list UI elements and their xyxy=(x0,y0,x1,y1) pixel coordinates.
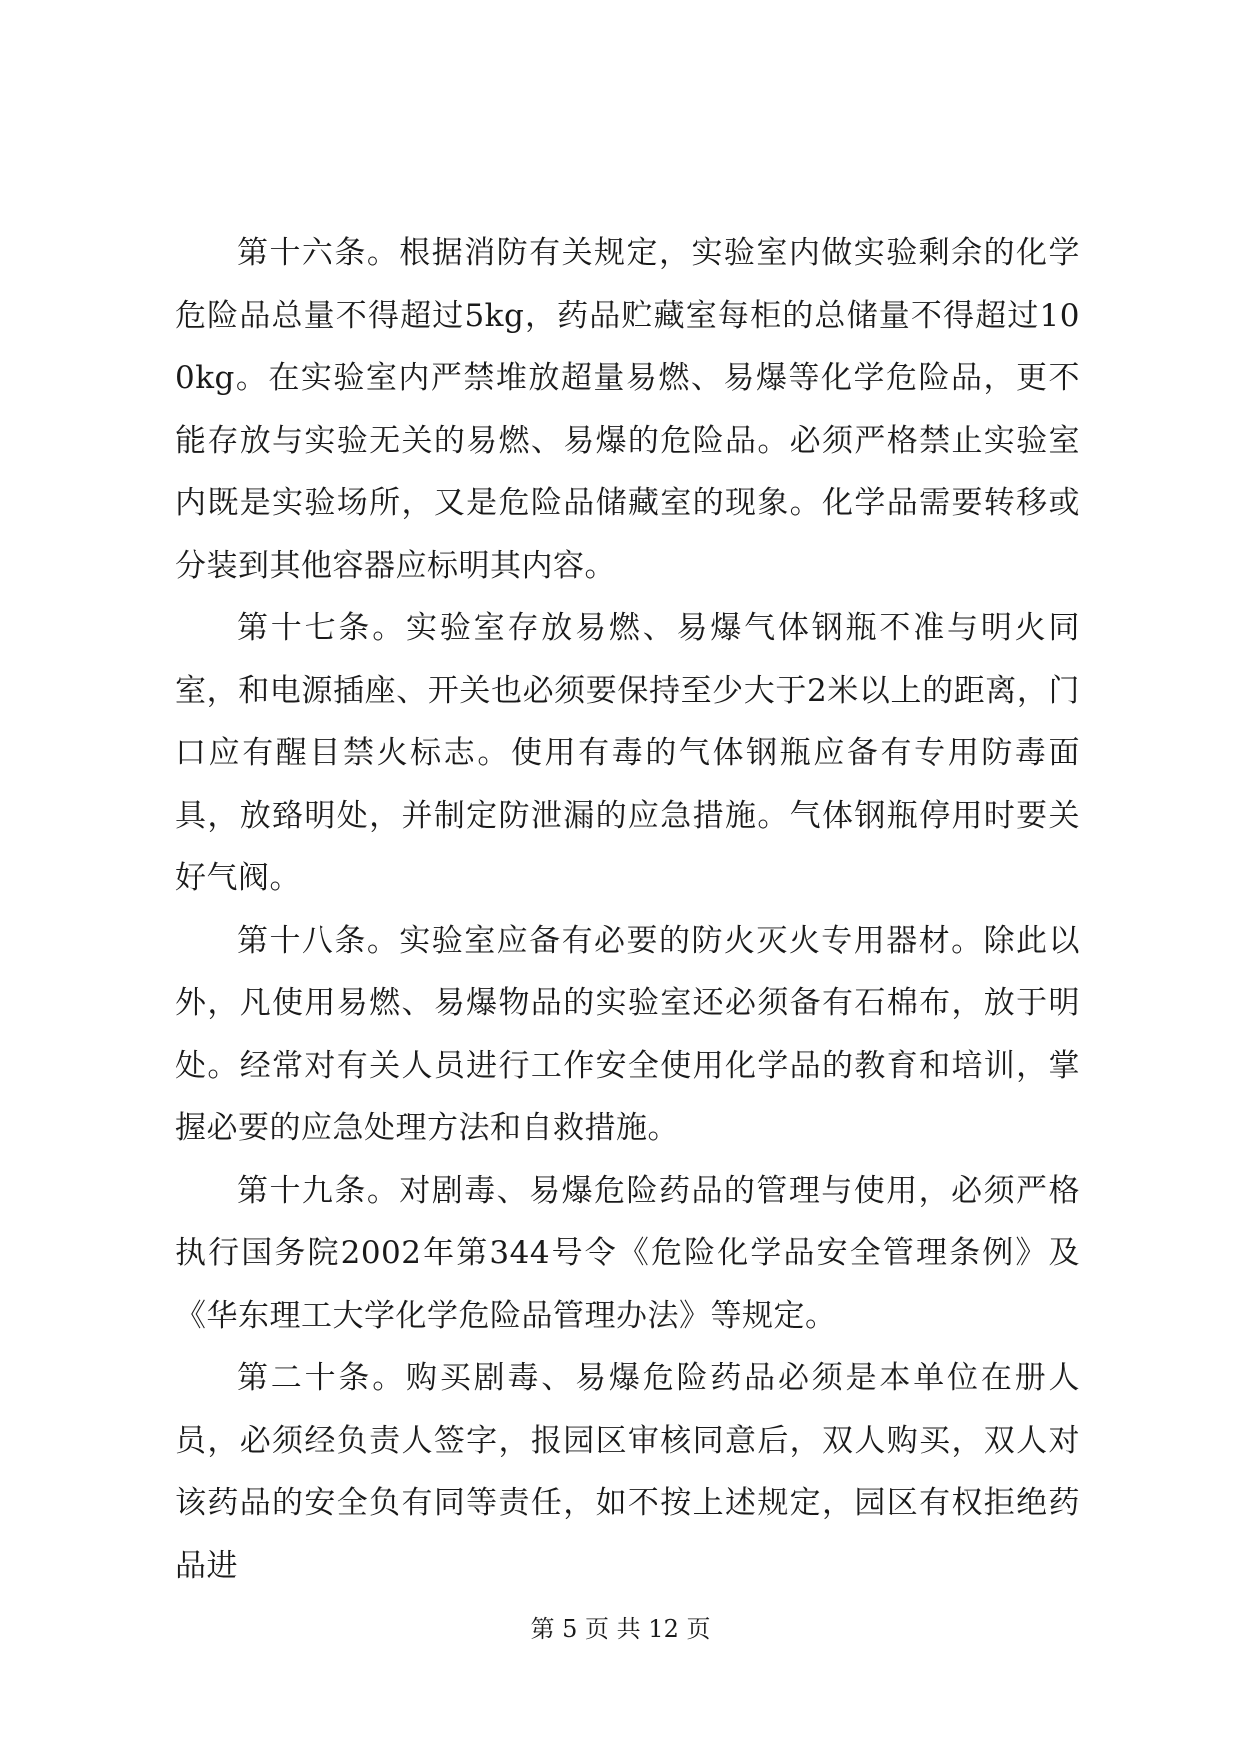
document-body xyxy=(175,222,1080,1597)
article-16-paragraph: 第十六条。根据消防有关规定，实验室内做实验剩余的化学危险品总量不得超过5kg，药品贮藏室每柜的总储量不得超过100kg。在实验室内严禁堆放超量易燃、易爆等化学危险品，更不能存放与实验无关的易燃、易爆的危险品。必须严格禁止实验室内既是实验场所，又是危险品储藏室的现象。化学品需要转移或分装到其他容器应标明其内容。 xyxy=(175,235,1080,584)
page-number-footer: 第 5 页 共 12 页 xyxy=(530,1615,711,1643)
article-17-paragraph: 第十七条。实验室存放易燃、易爆气体钢瓶不准与明火同室，和电源插座、开关也必须要保持至少大于2米以上的距离，门口应有醒目禁火标志。使用有毒的气体钢瓶应备有专用防毒面具，放臵明处，并制定防泄漏的应急措施。气体钢瓶停用时要关好气阀。 xyxy=(175,610,1080,896)
article-18-paragraph: 第十八条。实验室应备有必要的防火灭火专用器材。除此以外，凡使用易燃、易爆物品的实验室还必须备有石棉布，放于明处。经常对有关人员进行工作安全使用化学品的教育和培训，掌握必要的应急处理方法和自救措施。 xyxy=(175,922,1080,1146)
article-19-paragraph: 第十九条。对剧毒、易爆危险药品的管理与使用，必须严格执行国务院2002年第344号令《危险化学品安全管理条例》及《华东理工大学化学危险品管理办法》等规定。 xyxy=(175,1172,1080,1334)
article-20-paragraph: 第二十条。购买剧毒、易爆危险药品必须是本单位在册人员，必须经负责人签字，报园区审核同意后，双人购买，双人对该药品的安全负有同等责任，如不按上述规定，园区有权拒绝药品进 xyxy=(175,1360,1080,1584)
